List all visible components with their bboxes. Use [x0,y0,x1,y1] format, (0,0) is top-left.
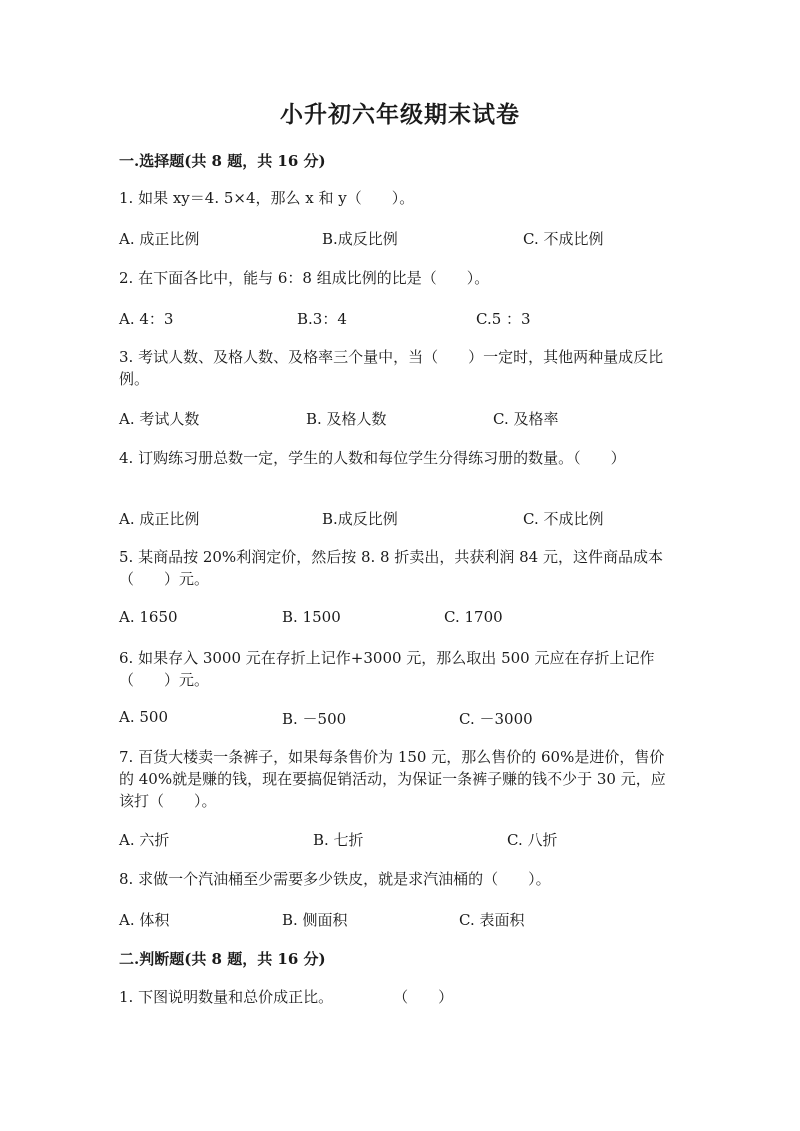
q8-option-b: B. 侧面积 [282,911,348,929]
q4-option-c: C. 不成比例 [523,510,604,528]
q1-option-c: C. 不成比例 [523,230,604,248]
q5-option-b: B. 1500 [282,608,341,626]
question-6: 6. 如果存入 3000 元在存折上记作+3000 元，那么取出 500 元应在存折上记作（ ）元。 [119,649,655,689]
page-title: 小升初六年级期末试卷 [280,101,520,128]
q6-option-b: B. －500 [282,710,347,728]
q1-option-b: B.成反比例 [322,230,398,248]
question-1: 1. 如果 xy＝4. 5×4，那么 x 和 y（ ）。 [119,189,415,207]
question-2: 2. 在下面各比中，能与 6：8 组成比例的比是（ ）。 [119,269,490,287]
q2-option-a: A. 4：3 [119,310,174,328]
q2-option-b: B.3：4 [297,310,347,328]
q4-option-a: A. 成正比例 [119,510,200,528]
section-heading-choice: 一.选择题(共 8 题，共 16 分) [119,152,326,170]
section-heading-judge: 二.判断题(共 8 题，共 16 分) [119,950,326,968]
q3-option-b: B. 及格人数 [306,410,387,428]
q1-option-a: A. 成正比例 [119,230,200,248]
q4-option-b: B.成反比例 [322,510,398,528]
question-5: 5. 某商品按 20%利润定价，然后按 8. 8 折卖出，共获利润 84 元，这件商品成本（ ）元。 [119,548,663,588]
q3-option-a: A. 考试人数 [119,410,200,428]
question-8: 8. 求做一个汽油桶至少需要多少铁皮，就是求汽油桶的（ ）。 [119,870,551,888]
question-4: 4. 订购练习册总数一定，学生的人数和每位学生分得练习册的数量。（ ） [119,449,626,467]
judge-question-1: 1. 下图说明数量和总价成正比。 （ ） [119,988,454,1006]
question-3: 3. 考试人数、及格人数、及格率三个量中，当（ ）一定时，其他两种量成反比例。 [119,348,664,388]
q8-option-a: A. 体积 [119,911,170,929]
q5-option-a: A. 1650 [119,608,178,626]
q8-option-c: C. 表面积 [459,911,525,929]
q6-option-a: A. 500 [119,708,168,726]
q7-option-c: C. 八折 [507,831,558,849]
q7-option-a: A. 六折 [119,831,170,849]
q7-option-b: B. 七折 [313,831,364,849]
q6-option-c: C. －3000 [459,710,533,728]
question-7: 7. 百货大楼卖一条裤子，如果每条售价为 150 元，那么售价的 60%是进价，售价的 40%就是赚的钱，现在要搞促销活动，为保证一条裤子赚的钱不少于 30 元，应该打（ ）。 [119,748,666,810]
q5-option-c: C. 1700 [444,608,503,626]
q3-option-c: C. 及格率 [493,410,559,428]
q2-option-c: C.5 ：3 [476,310,531,328]
